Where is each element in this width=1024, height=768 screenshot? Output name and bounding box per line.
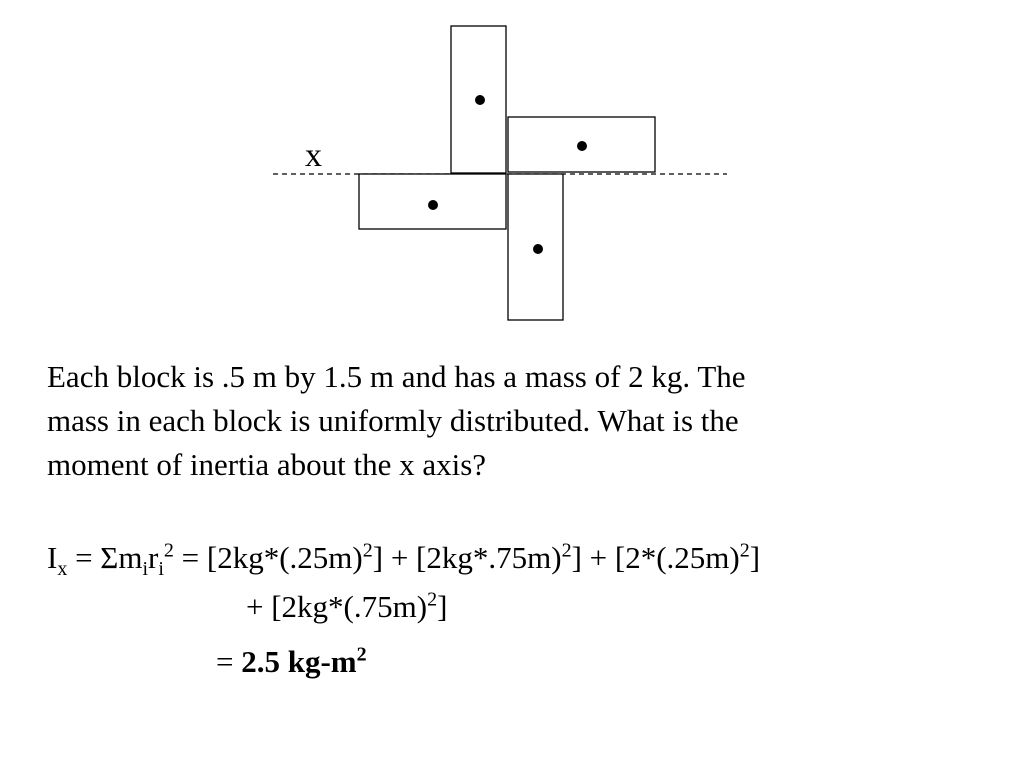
eq-term: + [2kg*(.75m): [246, 589, 428, 624]
eq-superscript: 2: [163, 539, 174, 562]
eq-term: = Σm: [67, 540, 143, 575]
eq-term: ]: [749, 540, 761, 575]
eq-superscript: 2: [356, 643, 367, 666]
eq-term: ] + [2kg*.75m): [372, 540, 562, 575]
eq-term: ]: [437, 589, 448, 624]
result-value: 2.5 kg-m: [241, 644, 357, 679]
problem-line: moment of inertia about the x axis?: [47, 447, 487, 482]
eq-subscript: x: [57, 558, 68, 581]
eq-superscript: 2: [427, 588, 438, 611]
eq-term: = [2kg*(.25m): [173, 540, 363, 575]
eq-equals: =: [216, 644, 242, 679]
equation-line-1: [47, 538, 761, 581]
center-of-mass-dot-right: [577, 141, 587, 151]
equation-line-2: [246, 587, 447, 627]
problem-line: mass in each block is uniformly distributed. What is the: [47, 403, 739, 438]
problem-line: Each block is .5 m by 1.5 m and has a mass of 2 kg. The: [47, 359, 746, 394]
center-of-mass-dot-left: [428, 200, 438, 210]
center-of-mass-dot-bottom: [533, 244, 543, 254]
eq-term: r: [148, 540, 159, 575]
eq-superscript: 2: [739, 539, 750, 562]
eq-subscript: i: [158, 558, 164, 581]
eq-superscript: 2: [561, 539, 572, 562]
equation-result-line: [216, 642, 367, 682]
center-of-mass-dot-top: [475, 95, 485, 105]
eq-superscript: 2: [362, 539, 373, 562]
eq-subscript: i: [142, 558, 149, 581]
blocks-diagram: [0, 0, 1024, 340]
eq-term: ] + [2*(.25m): [571, 540, 740, 575]
problem-statement: [47, 355, 1007, 487]
eq-term: I: [47, 540, 58, 575]
x-axis-label: x: [305, 137, 322, 174]
